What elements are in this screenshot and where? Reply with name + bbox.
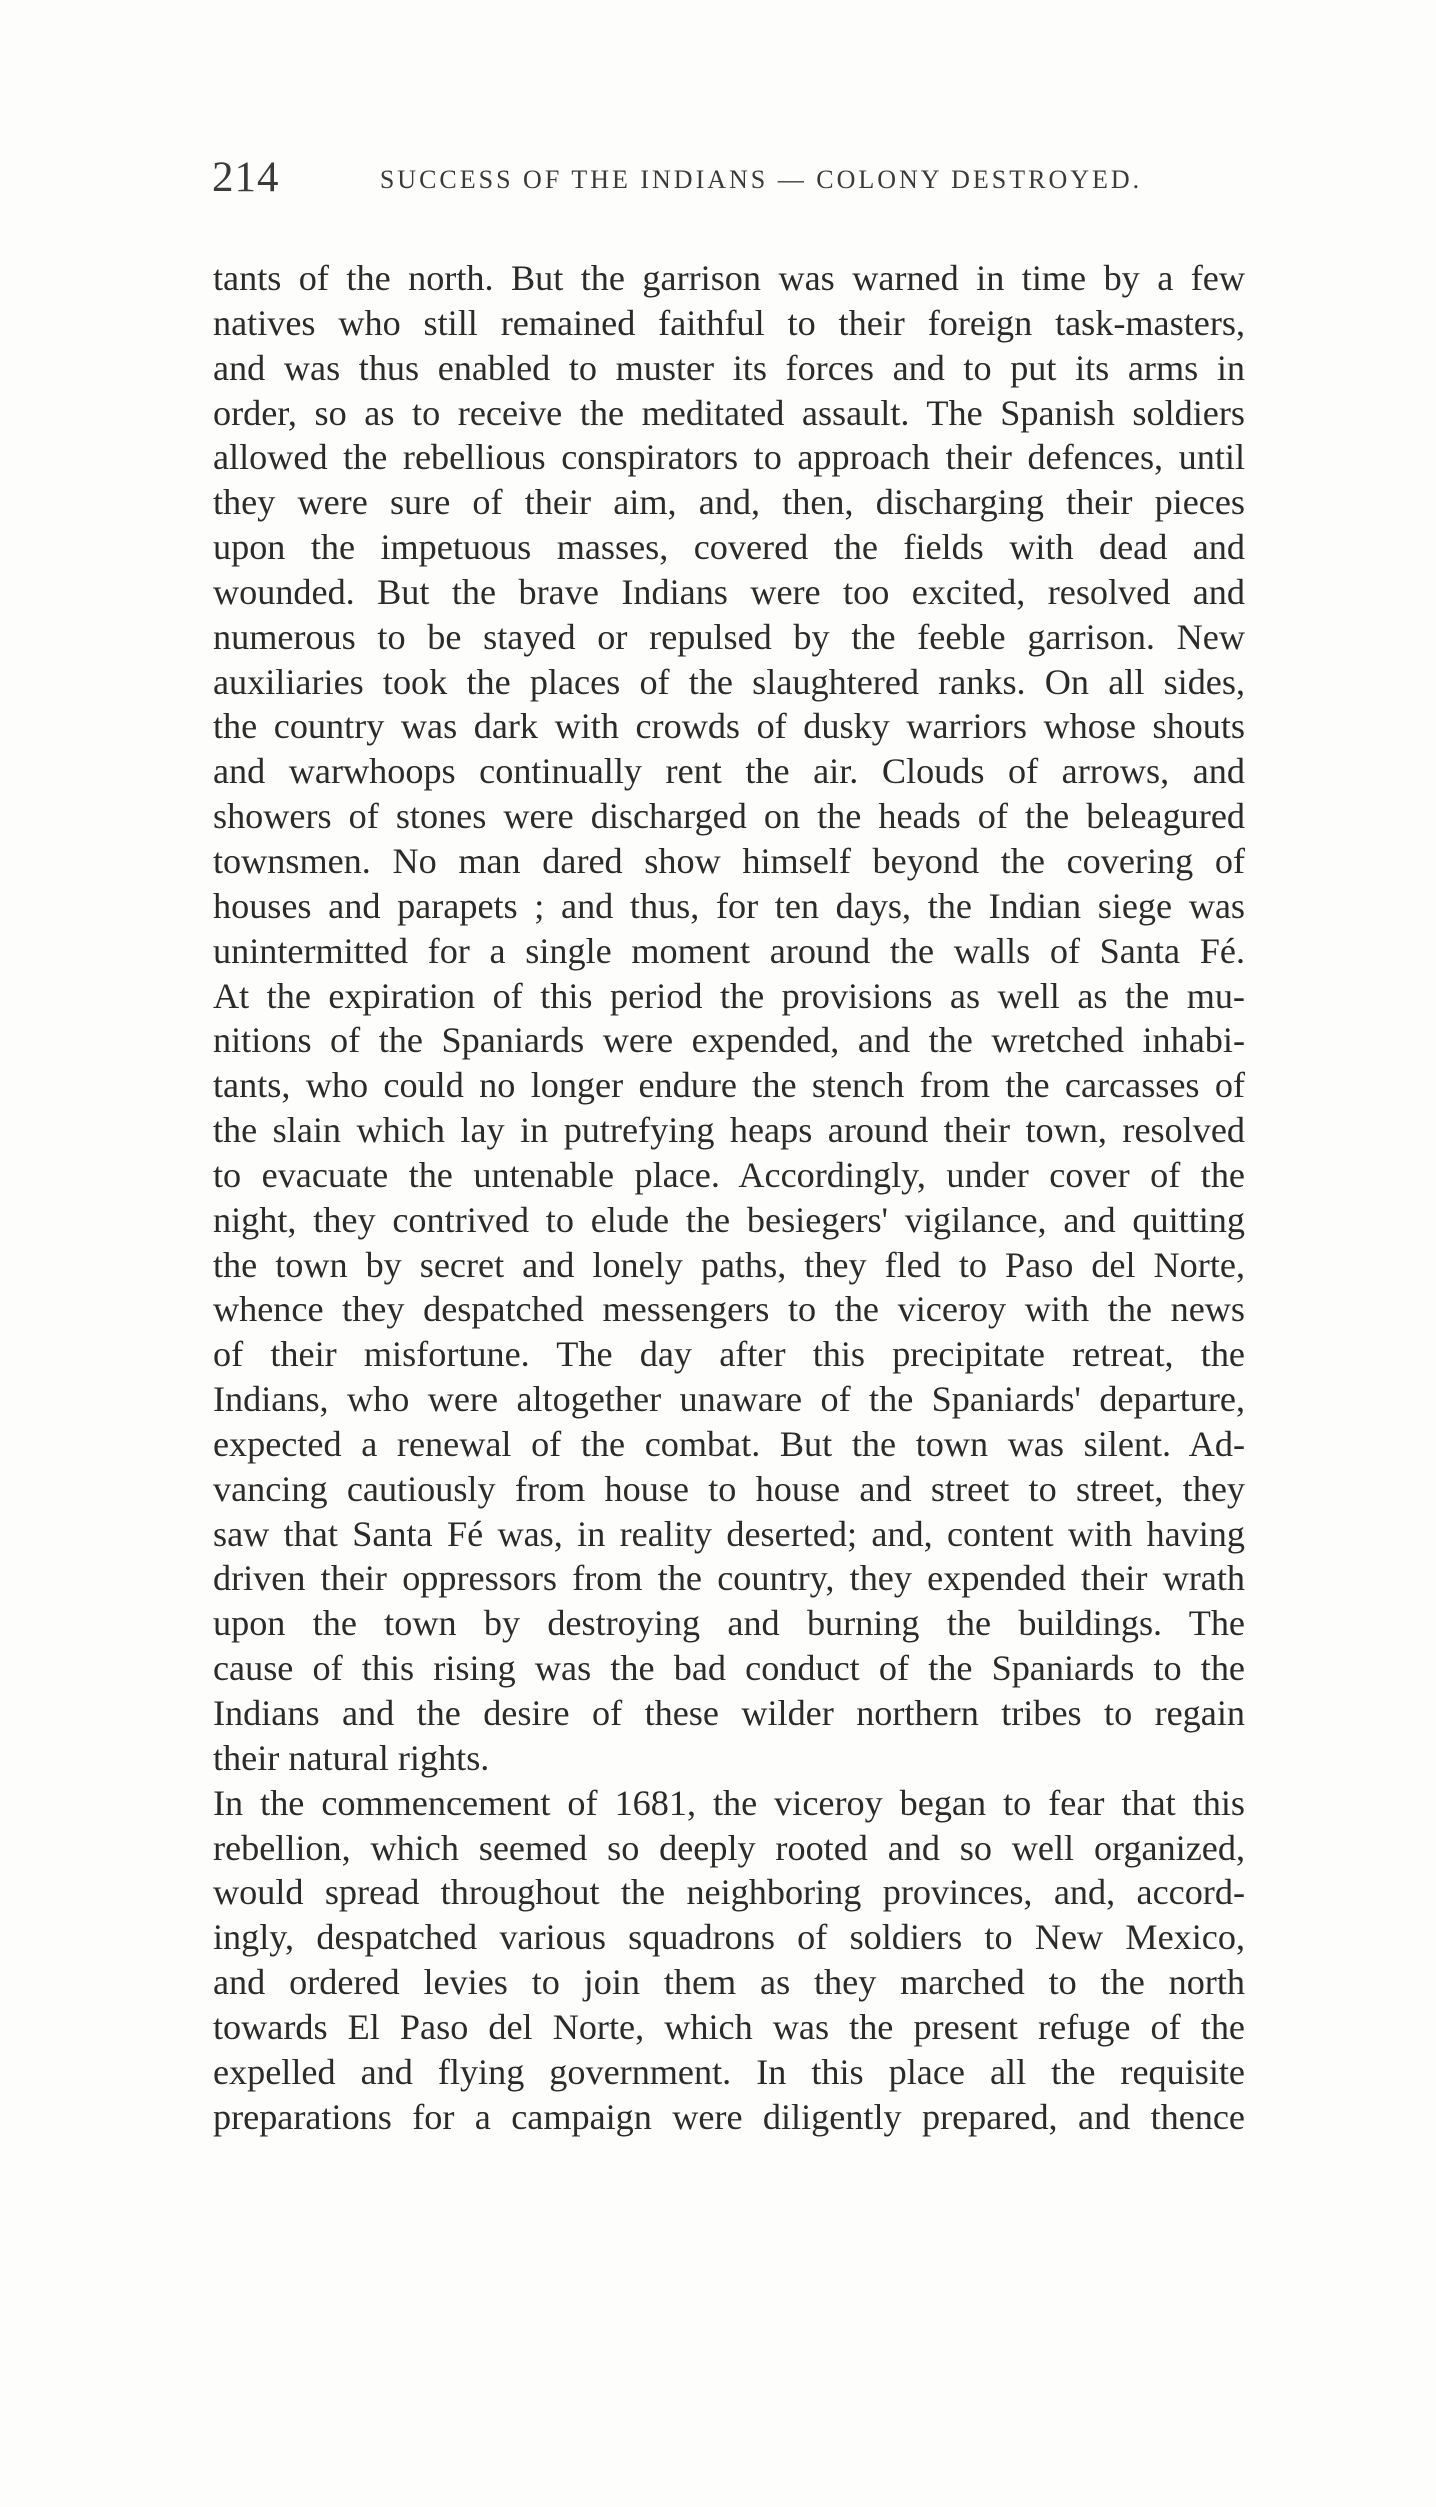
text-line: cause of this rising was the bad conduct of the Spaniards to the — [213, 1648, 1245, 1689]
text-line: upon the town by destroying and burning the buildings. The — [213, 1603, 1245, 1644]
text-line: allowed the rebellious conspirators to approach their defences, until — [213, 437, 1245, 478]
text-line: preparations for a campaign were diligently prepared, and thence — [213, 2096, 1245, 2137]
text-line: towards El Paso del Norte, which was the present refuge of the — [213, 2006, 1245, 2047]
text-line: would spread throughout the neighboring provinces, and, accord- — [213, 1872, 1245, 1913]
text-line: numerous to be stayed or repulsed by the feeble garrison. New — [213, 616, 1245, 657]
text-line: upon the impetuous masses, covered the fields with dead and — [213, 527, 1245, 568]
text-line: Indians and the desire of these wilder northern tribes to regain — [213, 1693, 1245, 1733]
text-line: saw that Santa Fé was, in reality deserted; and, content with having — [213, 1513, 1245, 1554]
text-line: the slain which lay in putrefying heaps around their town, resolved — [213, 1110, 1245, 1151]
text-line: expelled and flying government. In this place all the requisite — [213, 2051, 1245, 2092]
text-line: At the expiration of this period the provisions as well as the mu- — [213, 975, 1245, 1016]
text-line: townsmen. No man dared show himself beyond the covering of — [213, 840, 1245, 881]
text-line: expected a renewal of the combat. But the town was silent. Ad- — [213, 1423, 1245, 1464]
running-title: SUCCESS OF THE INDIANS — COLONY DESTROYED. — [379, 165, 1143, 194]
text-line: and was thus enabled to muster its forces and to put its arms in — [213, 347, 1245, 388]
text-line: the town by secret and lonely paths, they fled to Paso del Norte, — [213, 1244, 1245, 1285]
text-line: they were sure of their aim, and, then, discharging their pieces — [213, 482, 1245, 523]
text-line: nitions of the Spaniards were expended, and the wretched inhabi- — [213, 1020, 1245, 1061]
body-text — [213, 256, 1245, 2139]
text-line: natives who still remained faithful to their foreign task-masters, — [213, 302, 1245, 343]
paragraph — [213, 1781, 1245, 2140]
text-line: houses and parapets ; and thus, for ten days, the Indian siege was — [213, 885, 1245, 926]
page-header — [212, 150, 1242, 206]
text-line: night, they contrived to elude the besiegers' vigilance, and quitting — [213, 1199, 1245, 1240]
text-line: auxiliaries took the places of the slaughtered ranks. On all sides, — [213, 661, 1245, 702]
text-line: their natural rights. — [213, 1737, 490, 1778]
page-number: 214 — [212, 154, 280, 201]
text-line: and ordered levies to join them as they marched to the north — [213, 1962, 1245, 2003]
paragraph — [213, 256, 1245, 1781]
text-line: showers of stones were discharged on the heads of the beleagured — [213, 796, 1245, 837]
text-line: In the commencement of 1681, the viceroy began to fear that this — [213, 1782, 1245, 1823]
text-line: to evacuate the untenable place. Accordingly, under cover of the — [213, 1154, 1245, 1195]
text-line: of their misfortune. The day after this precipitate retreat, the — [213, 1334, 1245, 1375]
text-line: wounded. But the brave Indians were too excited, resolved and — [213, 571, 1245, 612]
text-line: rebellion, which seemed so deeply rooted and so well organized, — [213, 1827, 1245, 1868]
text-line: the country was dark with crowds of dusky warriors whose shouts — [213, 706, 1245, 747]
text-line: order, so as to receive the meditated assault. The Spanish soldiers — [213, 392, 1245, 433]
text-line: Indians, who were altogether unaware of the Spaniards' departure, — [213, 1379, 1245, 1420]
text-line: vancing cautiously from house to house and street to street, they — [213, 1468, 1245, 1509]
text-line: unintermitted for a single moment around the walls of Santa Fé. — [213, 930, 1245, 971]
text-line: whence they despatched messengers to the viceroy with the news — [213, 1289, 1245, 1330]
text-line: tants of the north. But the garrison was warned in time by a few — [213, 258, 1245, 298]
text-line: and warwhoops continually rent the air. Clouds of arrows, and — [213, 751, 1245, 792]
text-line: ingly, despatched various squadrons of soldiers to New Mexico, — [213, 1917, 1245, 1958]
text-line: driven their oppressors from the country, they expended their wrath — [213, 1558, 1245, 1599]
text-line: tants, who could no longer endure the stench from the carcasses of — [213, 1065, 1245, 1106]
